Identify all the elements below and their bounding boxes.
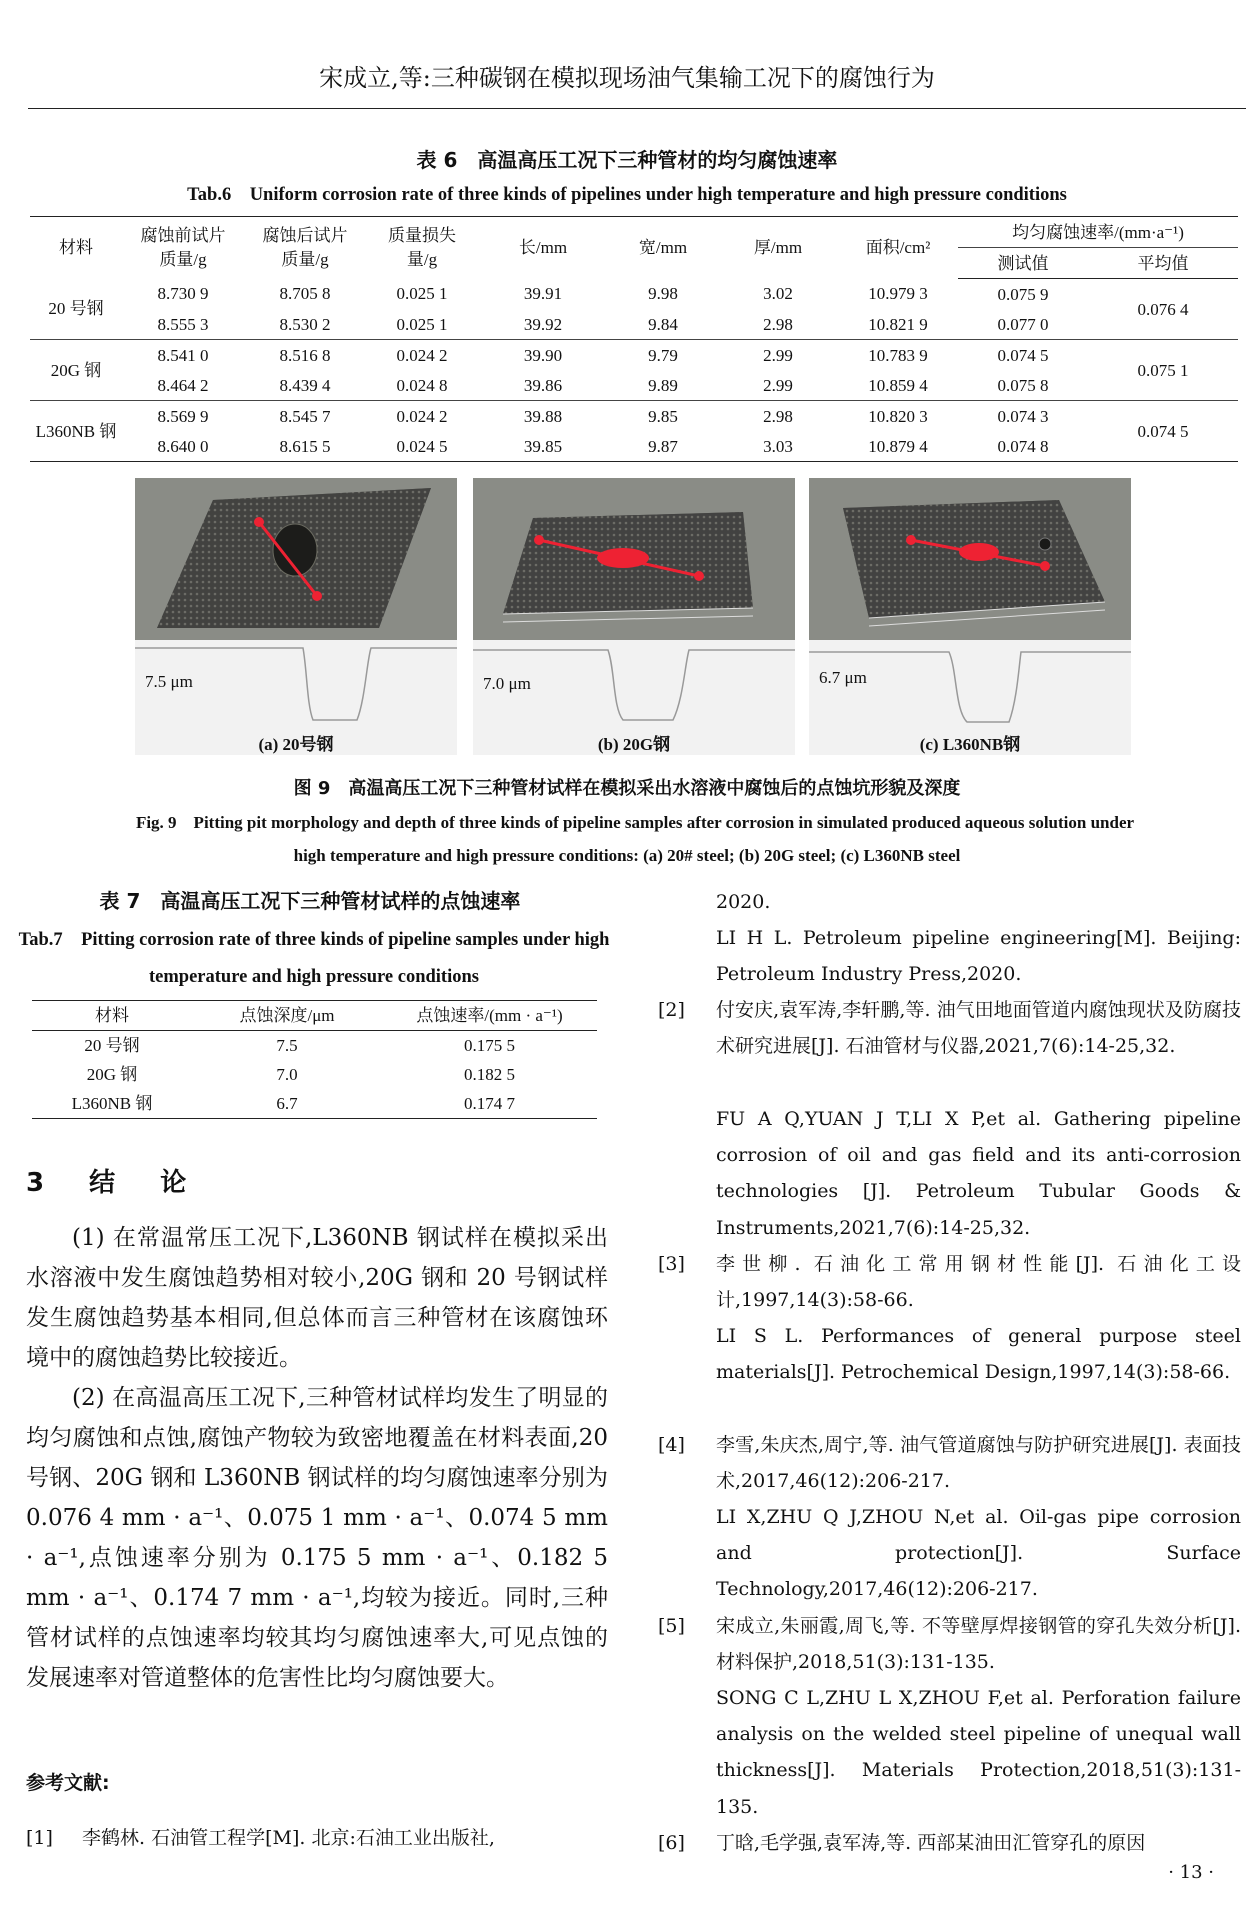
- ref4-chinese: 李雪,朱庆杰,周宁,等. 油气管道腐蚀与防护研究进展[J]. 表面技术,2017,46(12):206-217.: [716, 1434, 1241, 1493]
- t6-cell: 9.89: [608, 370, 718, 401]
- figure9-panel-c: [809, 478, 1131, 755]
- conclusion-paragraph-1: (1) 在常温常压工况下,L360NB 钢试样在模拟采出水溶液中发生腐蚀趋势相对较小,20G 钢和 20 号钢试样发生腐蚀趋势基本相同,但总体而言三种管材在该腐蚀环境中的腐蚀趋势比较接近。: [26, 1225, 608, 1371]
- t6-cell: 0.024 8: [366, 370, 478, 401]
- ref-number: [3]: [658, 1253, 685, 1275]
- t6-cell: 8.615 5: [244, 431, 366, 462]
- ref-number: [6]: [658, 1832, 685, 1854]
- table-row: [32, 1031, 597, 1061]
- t6-header-thickness: 厚/mm: [718, 217, 838, 279]
- table7-caption-en: Tab.7 Pitting corrosion rate of three kinds of pipeline samples under high temperature and high pressure conditions: [18, 930, 610, 987]
- figure9-panel-b: [473, 478, 795, 755]
- t6-cell: 8.541 0: [157, 345, 209, 365]
- ref-number: [1]: [26, 1827, 53, 1849]
- t6-average-cell: 0.075 1: [1088, 340, 1238, 401]
- t6-cell: 10.859 4: [838, 370, 958, 401]
- ref5-chinese: 宋成立,朱丽霞,周飞,等. 不等壁厚焊接钢管的穿孔失效分析[J]. 材料保护,2018,51(3):131-135.: [716, 1615, 1241, 1674]
- t6-cell: 39.90: [523, 345, 563, 365]
- pit-3d-image: [809, 478, 1131, 640]
- section-title: 3 结 论: [26, 1168, 205, 1198]
- table-row: [32, 1060, 597, 1089]
- figure9-caption-cn: 图 9 高温高压工况下三种管材试样在模拟采出水溶液中腐蚀后的点蚀坑形貌及深度: [293, 778, 961, 799]
- t6-cell: 9.79: [648, 345, 678, 365]
- t6-cell: 8.516 8: [279, 345, 331, 365]
- t6-cell: 39.92: [478, 309, 608, 340]
- t6-header-mass-loss: 质量损失量/g: [366, 217, 478, 279]
- t6-cell: 2.98: [763, 406, 793, 426]
- figure9-label-c: (c) L360NB钢: [919, 735, 1021, 754]
- page-number: · 13 ·: [1168, 1862, 1214, 1883]
- t6-cell: 0.074 5: [997, 345, 1049, 365]
- ref6-chinese: 丁晗,毛学强,袁军涛,等. 西部某油田汇管穿孔的原因: [716, 1832, 1146, 1854]
- t6-cell: 10.820 3: [868, 406, 928, 426]
- t6-average-cell: 0.074 5: [1088, 401, 1238, 462]
- t6-cell: 0.075 8: [958, 370, 1088, 401]
- t6-cell: 0.024 5: [366, 431, 478, 462]
- t7-cell: 7.5: [276, 1036, 298, 1055]
- t6-material-cell: 20G 钢: [30, 340, 122, 401]
- figure9-panel-a: [135, 478, 457, 755]
- ref2-english: FU A Q,YUAN J T,LI X P,et al. Gathering pipeline corrosion of oil and gas field and its anti-corrosion technologies [J]. Petroleum Tubular Goods & Instruments,2021,7(6):14-25,32.: [716, 1108, 1241, 1239]
- pit-depth-label: 7.0 μm: [483, 674, 531, 693]
- figure9-caption-en-line1: Fig. 9 Pitting pit morphology and depth of three kinds of pipeline samples after corrosion in simulated produced aqueous solution under: [135, 813, 1135, 832]
- ref2-chinese: 付安庆,袁军涛,李轩鹏,等. 油气田地面管道内腐蚀现状及防腐技术研究进展[J]. 石油管材与仪器,2021,7(6):14-25,32.: [716, 999, 1241, 1058]
- t6-cell: 3.03: [718, 431, 838, 462]
- ref-number: [5]: [658, 1615, 685, 1637]
- references-heading: 参考文献:: [26, 1772, 110, 1794]
- table-row: [30, 370, 1238, 401]
- ref1-line-b: 2020.: [716, 891, 771, 913]
- ref1-english: LI H L. Petroleum pipeline engineering[M]. Beijing: Petroleum Industry Press,2020.: [716, 927, 1241, 986]
- table-row: [30, 279, 1238, 310]
- t6-average-cell: 0.076 4: [1088, 279, 1238, 340]
- t7-header-rate: 点蚀速率/(mm · a⁻¹): [382, 1001, 597, 1031]
- table-row: [30, 431, 1238, 462]
- t6-cell: 9.84: [608, 309, 718, 340]
- t7-cell: 0.174 7: [382, 1089, 597, 1119]
- t6-header-material: 材料: [30, 217, 122, 279]
- table6: [30, 216, 1238, 462]
- ref3-english: LI S L. Performances of general purpose steel materials[J]. Petrochemical Design,1997,14(3):58-66.: [716, 1325, 1241, 1384]
- t6-cell: 10.821 9: [838, 309, 958, 340]
- t6-header-mass-after: 腐蚀后试片质量/g: [244, 217, 366, 279]
- t6-cell: 10.979 3: [868, 284, 928, 304]
- t6-cell: 3.02: [763, 284, 793, 304]
- t7-cell: L360NB 钢: [32, 1089, 192, 1119]
- pit-3d-image: [473, 478, 795, 640]
- ref-number: [2]: [658, 999, 685, 1021]
- t6-header-average: 平均值: [1088, 248, 1238, 279]
- t6-cell: 39.86: [478, 370, 608, 401]
- ref-number: [4]: [658, 1434, 685, 1456]
- t7-cell: 0.182 5: [464, 1065, 515, 1084]
- table-row: [32, 1089, 597, 1119]
- t6-cell: 2.99: [763, 345, 793, 365]
- t7-cell: 6.7: [192, 1089, 382, 1119]
- t6-cell: 0.025 1: [396, 284, 448, 304]
- t7-cell: 20G 钢: [86, 1065, 138, 1084]
- ref1-line-a: 李鹤林. 石油管工程学[M]. 北京:石油工业出版社,: [82, 1827, 495, 1849]
- t6-cell: 8.555 3: [122, 309, 244, 340]
- pit-depth-label: 6.7 μm: [819, 668, 867, 687]
- t6-material-cell: L360NB 钢: [30, 401, 122, 462]
- t6-cell: 9.98: [648, 284, 678, 304]
- pit-3d-image: [135, 478, 457, 640]
- t7-cell: 20 号钢: [84, 1036, 140, 1055]
- header-rule: [28, 108, 1246, 109]
- t6-header-test-value: 测试值: [958, 248, 1088, 279]
- t6-header-mass-before: 腐蚀前试片质量/g: [122, 217, 244, 279]
- t6-cell: 8.705 8: [279, 284, 331, 304]
- table7-caption-cn: 表 7 高温高压工况下三种管材试样的点蚀速率: [99, 889, 521, 913]
- table7: [32, 1000, 597, 1119]
- t6-cell: 39.91: [523, 284, 563, 304]
- t6-cell: 0.024 2: [396, 406, 448, 426]
- t6-cell: 0.025 1: [366, 309, 478, 340]
- figure9-caption-en-line2: high temperature and high pressure conditions: (a) 20# steel; (b) 20G steel; (c) L360NB steel: [293, 846, 961, 865]
- table-row: [30, 309, 1238, 340]
- t6-cell: 8.464 2: [122, 370, 244, 401]
- t6-cell: 8.439 4: [244, 370, 366, 401]
- t6-cell: 0.074 3: [997, 406, 1049, 426]
- ref5-english: SONG C L,ZHU L X,ZHOU F,et al. Perforation failure analysis on the welded steel pipeline of unequal wall thickness[J]. Materials Protection,2018,51(3):131-135.: [716, 1687, 1241, 1818]
- ref4-english: LI X,ZHU Q J,ZHOU N,et al. Oil-gas pipe corrosion and protection[J]. Surface Technology,2017,46(12):206-217.: [716, 1506, 1241, 1601]
- t6-cell: 0.024 2: [396, 345, 448, 365]
- t7-cell: 0.175 5: [464, 1036, 515, 1055]
- t6-material-cell: 20 号钢: [30, 279, 122, 340]
- figure9-label-a: (a) 20号钢: [258, 735, 334, 754]
- t6-cell: 39.85: [478, 431, 608, 462]
- pit-depth-label: 7.5 μm: [145, 672, 193, 691]
- t6-header-length: 长/mm: [478, 217, 608, 279]
- t6-cell: 2.98: [718, 309, 838, 340]
- t6-header-width: 宽/mm: [608, 217, 718, 279]
- t6-cell: 9.85: [648, 406, 678, 426]
- t6-cell: 9.87: [608, 431, 718, 462]
- figure9-label-b: (b) 20G钢: [597, 735, 671, 754]
- running-head: 宋成立,等:三种碳钢在模拟现场油气集输工况下的腐蚀行为: [319, 64, 935, 92]
- t6-header-area: 面积/cm²: [838, 217, 958, 279]
- t6-cell: 0.077 0: [958, 309, 1088, 340]
- t7-header-material: 材料: [32, 1001, 192, 1031]
- ref3-chinese: 李世柳. 石油化工常用钢材性能[J]. 石油化工设计,1997,14(3):58-66.: [716, 1253, 1241, 1312]
- t6-cell: 10.879 4: [838, 431, 958, 462]
- t6-cell: 8.640 0: [122, 431, 244, 462]
- table-row: [30, 401, 1238, 432]
- t6-cell: 2.99: [718, 370, 838, 401]
- t6-cell: 10.783 9: [868, 345, 928, 365]
- t6-cell: 8.730 9: [157, 284, 209, 304]
- t6-cell: 8.530 2: [244, 309, 366, 340]
- t7-cell: 7.0: [276, 1065, 298, 1084]
- t6-cell: 0.074 8: [958, 431, 1088, 462]
- t6-cell: 8.569 9: [157, 406, 209, 426]
- table6-caption-cn: 表 6 高温高压工况下三种管材的均匀腐蚀速率: [416, 148, 838, 172]
- t6-cell: 0.075 9: [997, 284, 1049, 304]
- conclusion-paragraph-2: (2) 在高温高压工况下,三种管材试样均发生了明显的均匀腐蚀和点蚀,腐蚀产物较为致密地覆盖在材料表面,20 号钢、20G 钢和 L360NB 钢试样的均匀腐蚀速率分别为 0.076 4 mm · a⁻¹、0.075 1 mm · a⁻¹、0.074 5 mm · a⁻¹,点蚀速率分别为 0.175 5 mm · a⁻¹、0.182 5 mm · a⁻¹、0.174 7 mm · a⁻¹,均较为接近。同时,三种管材试样的点蚀速率均较其均匀腐蚀速率大,可见点蚀的发展速率对管道整体的危害性比均匀腐蚀要大。: [26, 1385, 608, 1691]
- t7-header-depth: 点蚀深度/μm: [192, 1001, 382, 1031]
- table6-caption-en: Tab.6 Uniform corrosion rate of three kinds of pipelines under high temperature and high pressure conditions: [187, 185, 1067, 205]
- t6-cell: 8.545 7: [279, 406, 331, 426]
- t6-cell: 39.88: [523, 406, 563, 426]
- t6-header-uniform-rate: 均匀腐蚀速率/(mm·a⁻¹): [958, 217, 1238, 248]
- table-row: [30, 340, 1238, 371]
